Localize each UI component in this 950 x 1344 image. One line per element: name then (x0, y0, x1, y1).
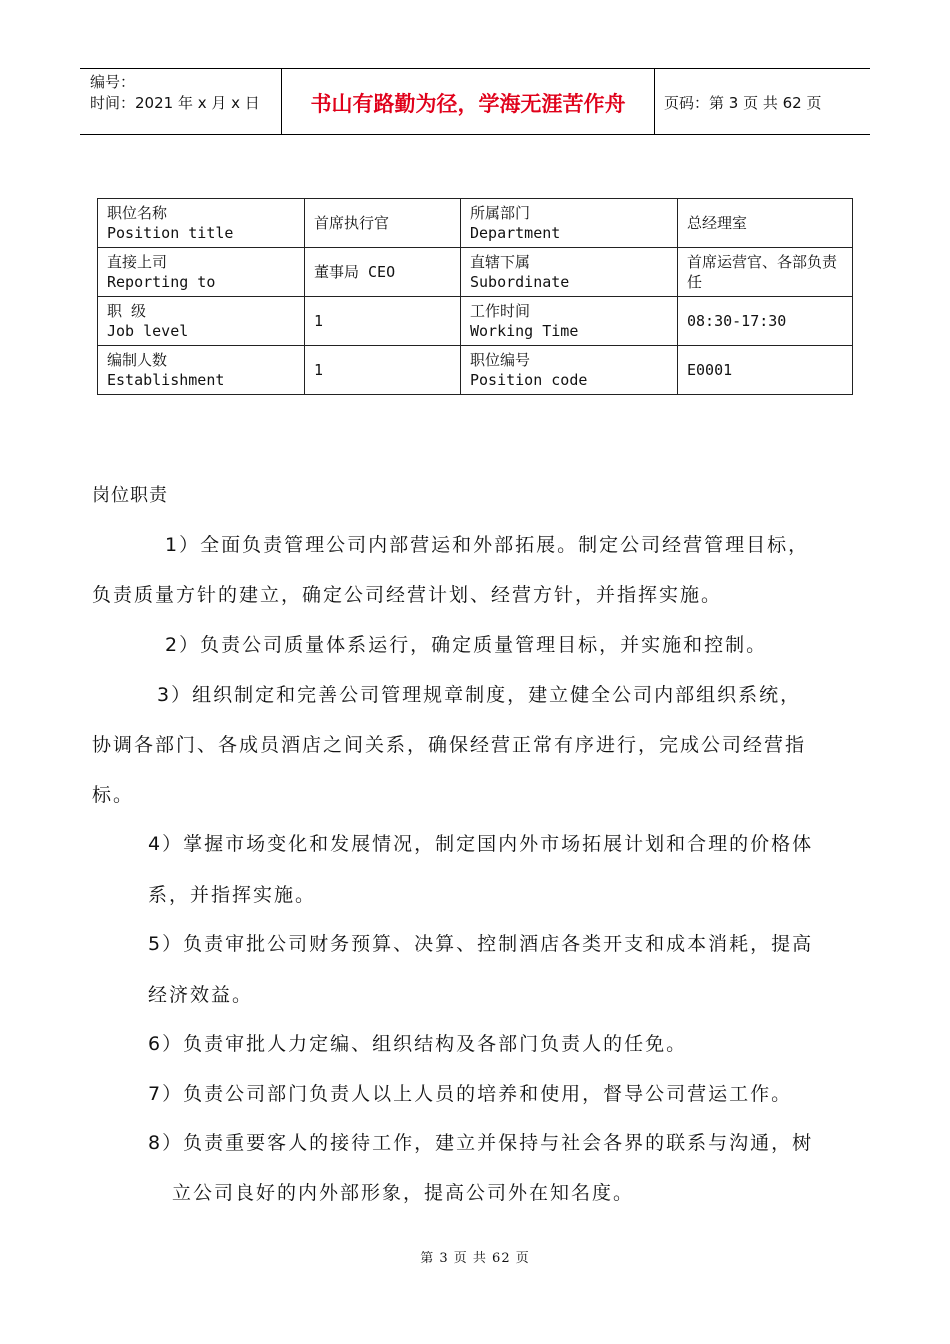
info-value: 首席执行官 (314, 214, 390, 232)
document-date-label: 时间：2021 年 x 月 x 日 (90, 94, 260, 112)
info-label-cn: 直辖下属 (470, 253, 531, 271)
info-label-cn: 职位名称 (107, 204, 168, 222)
info-label-en: Establishment (107, 371, 225, 389)
info-label-en: Department (470, 224, 561, 242)
info-label-en: Position title (107, 224, 234, 242)
info-label-en: Position code (470, 371, 588, 389)
info-label-cn: 职 级 (107, 302, 147, 320)
duty-line: 系，并指挥实施。 (148, 884, 317, 906)
position-info-table (97, 198, 853, 395)
document-number-label: 编号： (90, 73, 136, 91)
info-value: 董事局 CEO (314, 263, 396, 281)
duty-line: 5）负责审批公司财务预算、决算、控制酒店各类开支和成本消耗，提高 (148, 933, 814, 955)
info-value: 1 (314, 361, 324, 379)
info-value: 1 (314, 312, 324, 330)
info-value: 总经理室 (687, 214, 748, 232)
section-title: 岗位职责 (92, 485, 168, 506)
duty-line: 3）组织制定和完善公司管理规章制度，建立健全公司内部组织系统， (157, 684, 802, 706)
info-value: 首席运营官、各部负责任 (687, 253, 838, 291)
info-label-en: Subordinate (470, 273, 570, 291)
info-cell (678, 297, 853, 346)
info-cell (98, 199, 305, 248)
duty-line: 2）负责公司质量体系运行，确定质量管理目标，并实施和控制。 (165, 634, 768, 656)
info-value: 08:30-17:30 (687, 312, 787, 330)
info-cell (98, 248, 305, 297)
info-row (98, 297, 853, 346)
duty-line: 1）全面负责管理公司内部营运和外部拓展。制定公司经营管理目标， (165, 534, 810, 556)
duty-line: 8）负责重要客人的接待工作，建立并保持与社会各界的联系与沟通，树 (148, 1132, 814, 1154)
header-meta (90, 72, 260, 114)
duty-line: 经济效益。 (148, 984, 254, 1006)
duty-line: 7）负责公司部门负责人以上人员的培养和使用，督导公司营运工作。 (148, 1083, 793, 1105)
info-value: E0001 (687, 361, 733, 379)
duty-line: 立公司良好的内外部形象，提高公司外在知名度。 (172, 1182, 635, 1204)
info-row (98, 346, 853, 395)
info-cell (461, 346, 678, 395)
info-label-cn: 直接上司 (107, 253, 168, 271)
duty-line: 6）负责审批人力定编、组织结构及各部门负责人的任免。 (148, 1033, 688, 1055)
header-page-label: 页码：第 3 页 共 62 页 (664, 94, 822, 112)
page-footer: 第 3 页 共 62 页 (420, 1251, 530, 1266)
info-cell (305, 346, 461, 395)
info-cell (678, 346, 853, 395)
info-label-en: Working Time (470, 322, 579, 340)
info-label-cn: 所属部门 (470, 204, 531, 222)
info-label-en: Reporting to (107, 273, 216, 291)
info-cell (305, 297, 461, 346)
info-label-en: Job level (107, 322, 189, 340)
info-cell (305, 199, 461, 248)
header-motto: 书山有路勤为径，学海无涯苦作舟 (310, 92, 626, 116)
header-top-rule (80, 68, 870, 69)
info-label-cn: 职位编号 (470, 351, 531, 369)
info-cell (98, 297, 305, 346)
info-cell (678, 199, 853, 248)
duty-line: 协调各部门、各成员酒店之间关系，确保经营正常有序进行，完成公司经营指 (92, 734, 807, 756)
info-cell (98, 346, 305, 395)
info-cell (461, 248, 678, 297)
info-cell (461, 199, 678, 248)
info-cell (678, 248, 853, 297)
info-label-cn: 工作时间 (470, 302, 531, 320)
info-label-cn: 编制人数 (107, 351, 168, 369)
header-divider-right (654, 68, 655, 135)
info-row (98, 199, 853, 248)
duty-line: 负责质量方针的建立，确定公司经营计划、经营方针，并指挥实施。 (92, 584, 723, 606)
duty-line: 标。 (92, 784, 135, 806)
header-bottom-rule (80, 134, 870, 135)
info-cell (461, 297, 678, 346)
info-cell (305, 248, 461, 297)
duty-line: 4）掌握市场变化和发展情况，制定国内外市场拓展计划和合理的价格体 (148, 833, 814, 855)
info-row (98, 248, 853, 297)
